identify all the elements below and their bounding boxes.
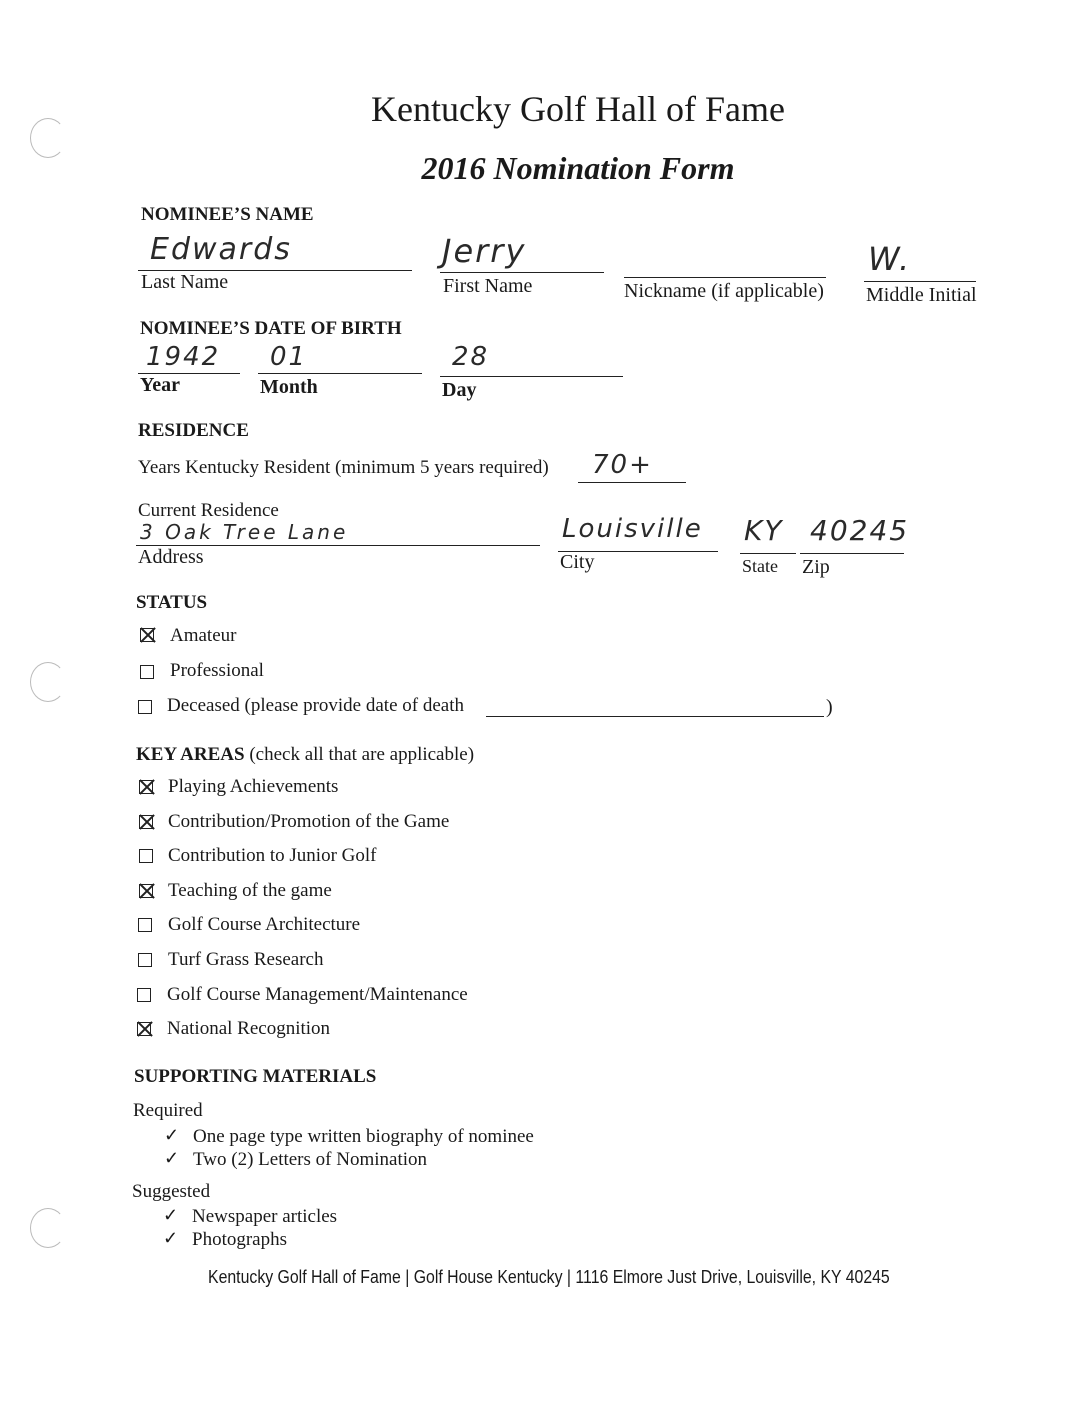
playing-achievements-checkbox[interactable]	[139, 780, 153, 794]
name-heading: NOMINEE’S NAME	[141, 204, 314, 225]
state-label: State	[742, 556, 778, 576]
zip-value[interactable]: 40245	[810, 514, 910, 547]
last-name-value[interactable]: Edwards	[150, 232, 292, 267]
city-value[interactable]: Louisville	[562, 514, 703, 544]
current-residence-label: Current Residence	[138, 500, 279, 521]
architecture-checkbox[interactable]	[138, 918, 152, 932]
dob-day-value[interactable]: 28	[452, 342, 490, 372]
residence-heading: RESIDENCE	[138, 420, 249, 441]
national-recognition-checkbox[interactable]	[137, 1022, 151, 1036]
years-resident-line	[578, 482, 686, 483]
professional-label: Professional	[170, 660, 264, 681]
punch-hole	[30, 1208, 66, 1248]
dob-day-line	[440, 376, 623, 377]
required-item-letters: Two (2) Letters of Nomination	[193, 1149, 428, 1170]
state-line	[740, 553, 796, 554]
teaching-checkbox[interactable]	[139, 884, 153, 898]
check-mark-icon: ✓	[164, 1125, 180, 1145]
dob-month-label: Month	[260, 376, 318, 398]
dob-month-line	[258, 373, 422, 374]
form-subtitle: 2016 Nomination Form	[421, 150, 735, 186]
professional-checkbox[interactable]	[140, 665, 154, 679]
nickname-label: Nickname (if applicable)	[624, 280, 824, 302]
turf-grass-label: Turf Grass Research	[168, 949, 324, 970]
address-label: Address	[138, 546, 204, 568]
amateur-label: Amateur	[170, 625, 237, 646]
key-areas-heading: KEY AREAS	[136, 744, 245, 765]
nickname-line	[624, 277, 826, 278]
dob-year-value[interactable]: 1942	[146, 342, 221, 372]
suggested-item-photographs: Photographs	[192, 1229, 287, 1250]
middle-initial-label: Middle Initial	[866, 284, 977, 306]
zip-line	[800, 553, 904, 554]
first-name-value[interactable]: Jerry	[442, 232, 527, 270]
dob-year-label: Year	[140, 374, 180, 396]
deceased-checkbox[interactable]	[138, 700, 152, 714]
first-name-label: First Name	[443, 275, 533, 297]
required-item-biography: One page type written biography of nominee	[193, 1126, 534, 1147]
state-value[interactable]: KY	[744, 514, 784, 547]
junior-golf-checkbox[interactable]	[139, 849, 153, 863]
city-label: City	[560, 551, 595, 573]
deceased-closing-paren: )	[826, 696, 833, 718]
punch-hole	[30, 662, 66, 702]
turf-grass-checkbox[interactable]	[138, 953, 152, 967]
key-areas-note: (check all that are applicable)	[249, 744, 475, 765]
middle-initial-line	[864, 281, 976, 282]
last-name-label: Last Name	[141, 271, 229, 293]
course-management-checkbox[interactable]	[137, 988, 151, 1002]
zip-label: Zip	[802, 556, 830, 578]
date-of-death-line[interactable]	[486, 716, 824, 717]
middle-initial-value[interactable]: W.	[868, 240, 912, 278]
contribution-promotion-checkbox[interactable]	[139, 815, 153, 829]
address-value[interactable]: 3 Oak Tree Lane	[140, 520, 349, 544]
status-heading: STATUS	[136, 592, 208, 613]
dob-heading: NOMINEE’S DATE OF BIRTH	[140, 318, 402, 339]
years-resident-value[interactable]: 70+	[592, 450, 653, 480]
playing-achievements-label: Playing Achievements	[168, 776, 339, 797]
required-label: Required	[133, 1100, 203, 1121]
footer-address: Kentucky Golf Hall of Fame | Golf House Kentucky | 1116 Elmore Just Drive, Louisville, KY 40245	[208, 1267, 890, 1287]
junior-golf-label: Contribution to Junior Golf	[168, 845, 377, 866]
supporting-heading: SUPPORTING MATERIALS	[134, 1066, 377, 1087]
check-mark-icon: ✓	[163, 1228, 179, 1248]
dob-month-value[interactable]: 01	[270, 342, 308, 372]
amateur-checkbox[interactable]	[140, 628, 154, 642]
check-mark-icon: ✓	[164, 1148, 180, 1168]
first-name-line	[440, 272, 604, 273]
years-resident-label: Years Kentucky Resident (minimum 5 years required)	[138, 457, 549, 478]
course-management-label: Golf Course Management/Maintenance	[167, 984, 468, 1005]
suggested-item-newspaper: Newspaper articles	[192, 1206, 338, 1227]
check-mark-icon: ✓	[163, 1205, 179, 1225]
teaching-label: Teaching of the game	[168, 880, 332, 901]
national-recognition-label: National Recognition	[167, 1018, 331, 1039]
deceased-label: Deceased (please provide date of death	[167, 695, 464, 716]
dob-day-label: Day	[442, 379, 477, 401]
suggested-label: Suggested	[132, 1181, 211, 1202]
architecture-label: Golf Course Architecture	[168, 914, 361, 935]
form-title: Kentucky Golf Hall of Fame	[371, 89, 785, 129]
contribution-promotion-label: Contribution/Promotion of the Game	[168, 811, 450, 832]
key-areas-heading-row	[136, 744, 474, 766]
